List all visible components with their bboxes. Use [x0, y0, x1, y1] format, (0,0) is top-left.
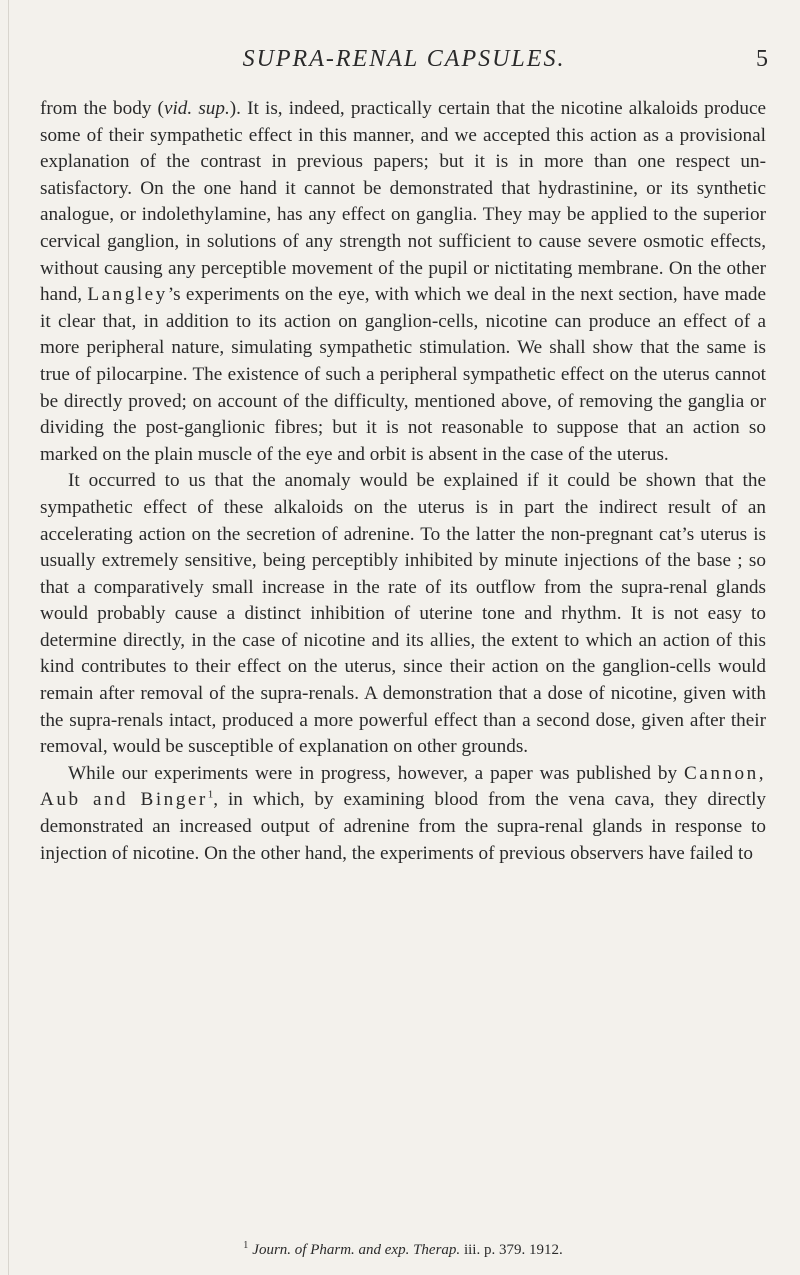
paragraph-1-text-a: from the body ( — [40, 98, 164, 119]
page-number: 5 — [756, 46, 768, 72]
page-edge-line — [8, 0, 9, 1275]
page-header — [40, 46, 768, 82]
author-name-langley: Langley — [87, 284, 168, 306]
paragraph-3-text-a: While our experiments were in progress, however, a paper was published by — [68, 762, 684, 784]
footnote — [40, 1236, 766, 1260]
paragraph-1 — [40, 96, 766, 468]
paragraph-3-text-b: , in which, by examining blood from the vena cava, they directly demonstrated an increased output of adrenine from the supra-renal glands in response to injection of nicotine. On the other hand, the experiments of previous observers have failed to — [40, 789, 766, 864]
paragraph-1-text-b: ). It is, indeed, practically certain that the nicotine alkaloids produce some of their sympathetic effect in this manner, and we accepted this action as a provisional explanation of the contrast in previous papers; but it is in more than one respect un-satisfactory. On the one hand it cannot be demonstrated that hydrastinine, or its synthetic analogue, or indolethylamine, has any effect on ganglia. They may be applied to the superior cervical ganglion, in solutions of any strength not sufficient to cause severe osmotic effects, without causing any perceptible movement of the pupil or nictitating membrane. On the other hand, — [40, 98, 766, 306]
body-text — [40, 96, 766, 867]
running-title: SUPRA-RENAL CAPSULES. — [242, 46, 566, 72]
footnote-journal: Journ. of Pharm. and exp. Therap. — [252, 1242, 461, 1258]
footnote-details: iii. p. 379. 1912. — [463, 1242, 563, 1258]
paragraph-1-text-c: ’s experiments on the eye, with which we deal in the next section, have made it clear that, in addition to its action on ganglion-cells, nicotine can produce an effect of a more peripheral nature, simulating sympathetic stimulation. We shall show that the same is true of pilocarpine. The existence of such a peripheral sympathetic effect on the uterus cannot be directly proved; on account of the difficulty, mentioned above, of removing the ganglia or dividing the post-ganglionic fibres; but it is not reasonable to suppose that an action so marked on the plain muscle of the eye and orbit is absent in the case of the uterus. — [40, 284, 766, 465]
paragraph-2: It occurred to us that the anomaly would be explained if it could be shown that the sympathetic effect of these alkaloids on the uterus is in part the indirect result of an accelerating action on the secretion of adrenine. To the latter the non-pregnant cat’s uterus is usually extremely sensitive, being perceptibly inhibited by minute injections of the base ; so that a comparatively small increase in the rate of its outflow from the supra-renal glands would probably cause a distinct inhibition of uterine tone and rhythm. It is not easy to determine directly, in the case of nicotine and its allies, the extent to which an action of this kind contributes to their effect on the uterus, since their action on the ganglion-cells would remain after removal of the supra-renals. A demonstration that a dose of nicotine, given with the supra-renals intact, produced a more powerful effect than a second dose, given after their removal, would be susceptible of explanation on other grounds. — [40, 470, 766, 758]
citation-ref: vid. sup. — [163, 98, 230, 119]
footnote-mark: 1 — [243, 1240, 249, 1251]
footnote-reference: 1 — [207, 789, 214, 802]
author-names-cannon: Cannon, Aub and Binger — [40, 762, 766, 811]
paragraph-3 — [40, 761, 766, 867]
